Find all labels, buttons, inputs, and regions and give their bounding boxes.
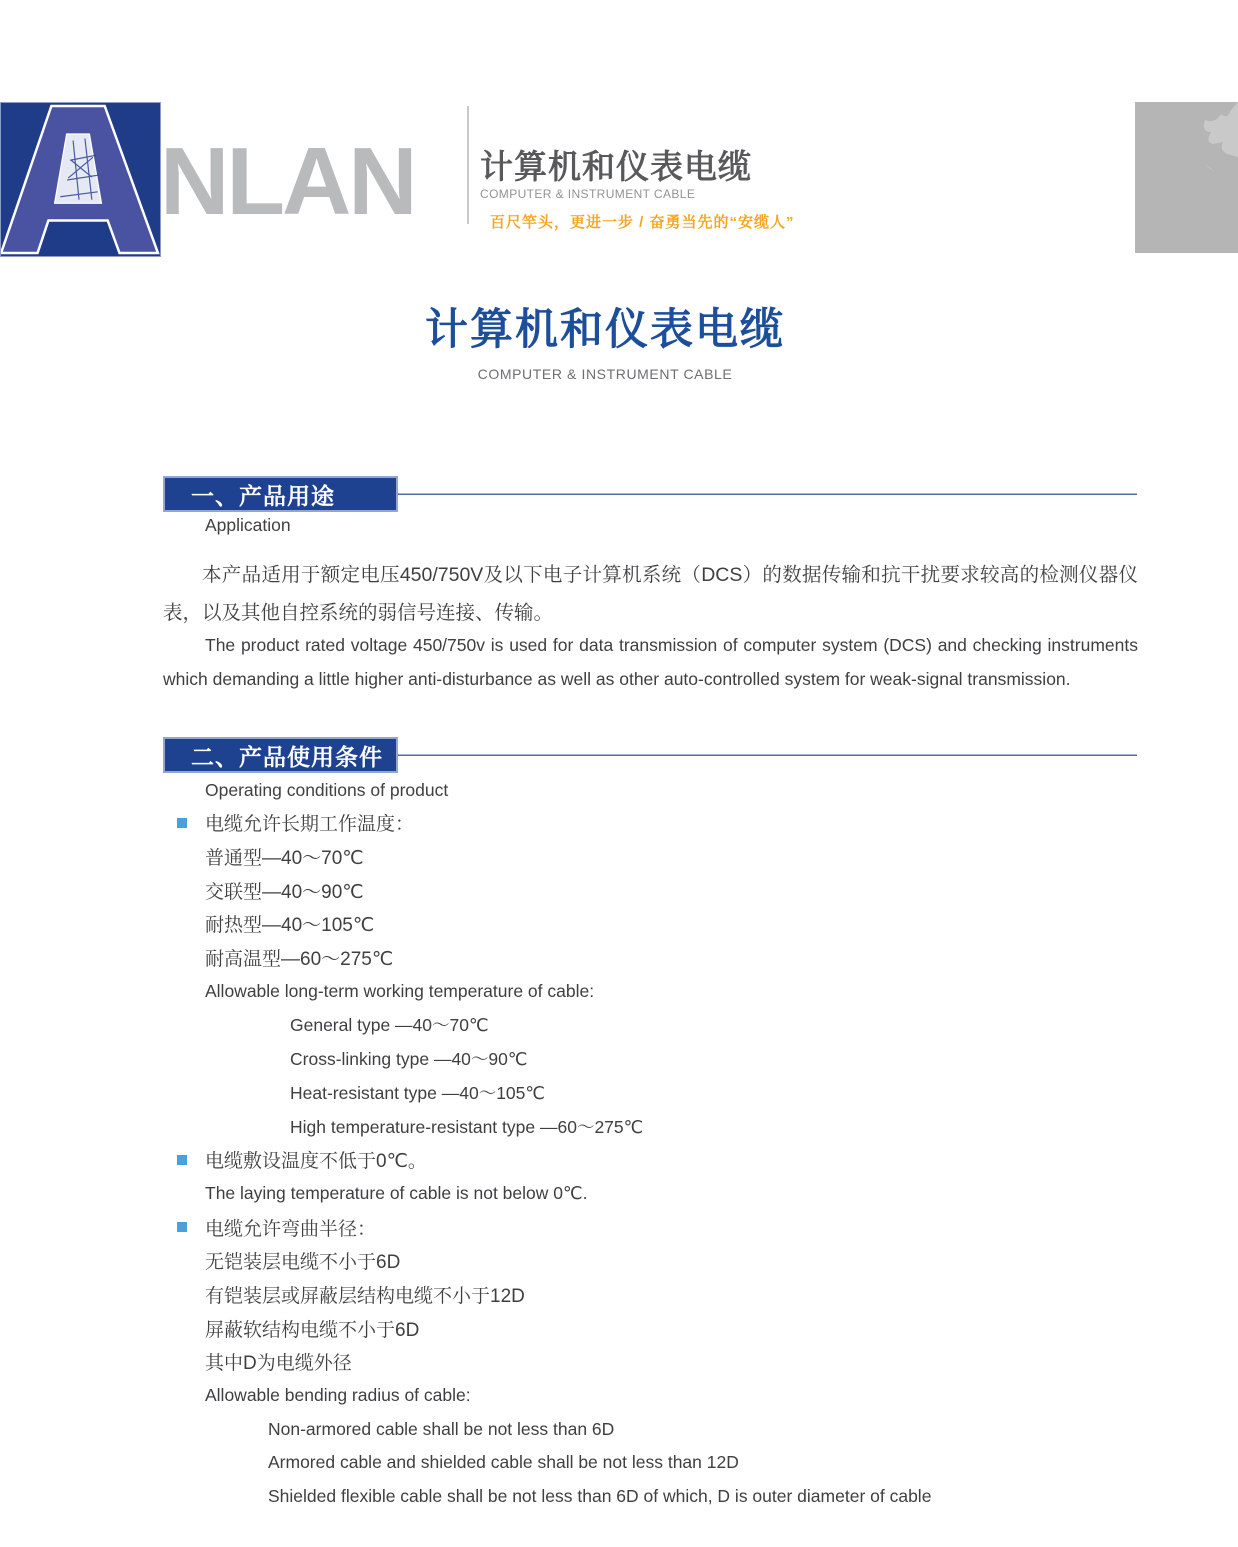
- condition-line: High temperature-resistant type —60～275℃: [290, 1116, 644, 1137]
- logo-a-monogram-icon: [1, 103, 160, 256]
- condition-line: 屏蔽软结构电缆不小于6D: [205, 1319, 420, 1341]
- logo-wordmark: NLAN: [160, 128, 415, 235]
- conditions-list: [163, 806, 1138, 1513]
- condition-line: Armored cable and shielded cable shall be not less than 12D: [268, 1452, 739, 1473]
- application-paragraph-cn: 本产品适用于额定电压450/750V及以下电子计算机系统（DCS）的数据传输和抗干扰要求较高的检测仪器仪表，以及其他自控系统的弱信号连接、传输。: [163, 564, 1138, 624]
- condition-line: Heat-resistant type —40～105℃: [290, 1082, 546, 1103]
- header-divider: [467, 106, 469, 224]
- condition-line: Non-armored cable shall be not less than 6D: [268, 1418, 615, 1439]
- section-rule: [398, 754, 1137, 756]
- section-application-header: [163, 476, 1137, 512]
- anlan-logo: [0, 102, 161, 257]
- corner-photo-placeholder: [1135, 102, 1238, 253]
- condition-line: Cross-linking type —40～90℃: [290, 1049, 528, 1070]
- condition-line: 耐高温型—60～275℃: [205, 949, 394, 971]
- condition-line: 普通型—40～70℃: [205, 848, 364, 870]
- section-application-subtitle: Application: [205, 515, 291, 535]
- page-title: 计算机和仪表电缆: [425, 306, 785, 354]
- condition-line: 电缆允许弯曲半径：: [163, 1210, 1138, 1244]
- condition-line: 交联型—40～90℃: [205, 881, 364, 903]
- application-paragraph-en: The product rated voltage 450/750v is used for data transmission of computer system (DCS) and checking instruments which demanding a little higher anti-disturbance as well as other auto-controlled system for weak-signal transmission.: [163, 635, 1138, 689]
- section-rule: [398, 493, 1137, 495]
- condition-line: 电缆允许长期工作温度：: [163, 806, 1138, 840]
- section-conditions-header: [163, 737, 1137, 773]
- header-product-title-cn: 计算机和仪表电缆: [480, 148, 752, 185]
- section-application-title: 一、产品用途: [163, 476, 398, 512]
- condition-line: Allowable bending radius of cable:: [205, 1385, 471, 1406]
- condition-line: 其中D为电缆外径: [205, 1353, 352, 1375]
- condition-line: 电缆敷设温度不低于0℃。: [163, 1143, 1138, 1177]
- condition-line: The laying temperature of cable is not below 0℃.: [205, 1182, 588, 1203]
- header-product-title-en: COMPUTER & INSTRUMENT CABLE: [480, 186, 696, 201]
- condition-line: Shielded flexible cable shall be not less than 6D of which, D is outer diameter of cable: [268, 1486, 932, 1507]
- bullet-square-icon: [177, 818, 187, 828]
- condition-line: Allowable long-term working temperature of cable:: [205, 980, 595, 1001]
- section-conditions-subtitle: Operating conditions of product: [205, 780, 449, 800]
- condition-line: 有铠装层或屏蔽层结构电缆不小于12D: [205, 1285, 525, 1307]
- page-title-group: [0, 296, 1210, 382]
- condition-line: 无铠装层电缆不小于6D: [205, 1252, 401, 1274]
- header-titles: [480, 148, 795, 232]
- section-conditions-title: 二、产品使用条件: [163, 737, 398, 773]
- leaf-silhouette-icon: [1135, 102, 1238, 253]
- bullet-square-icon: [177, 1222, 187, 1232]
- brand-slogan: 百尺竿头，更进一步 / 奋勇当先的“安缆人”: [490, 213, 795, 231]
- condition-line: 耐热型—40～105℃: [205, 915, 375, 937]
- bullet-square-icon: [177, 1155, 187, 1165]
- page-subtitle: COMPUTER & INSTRUMENT CABLE: [477, 366, 733, 382]
- condition-line: General type —40～70℃: [290, 1015, 489, 1036]
